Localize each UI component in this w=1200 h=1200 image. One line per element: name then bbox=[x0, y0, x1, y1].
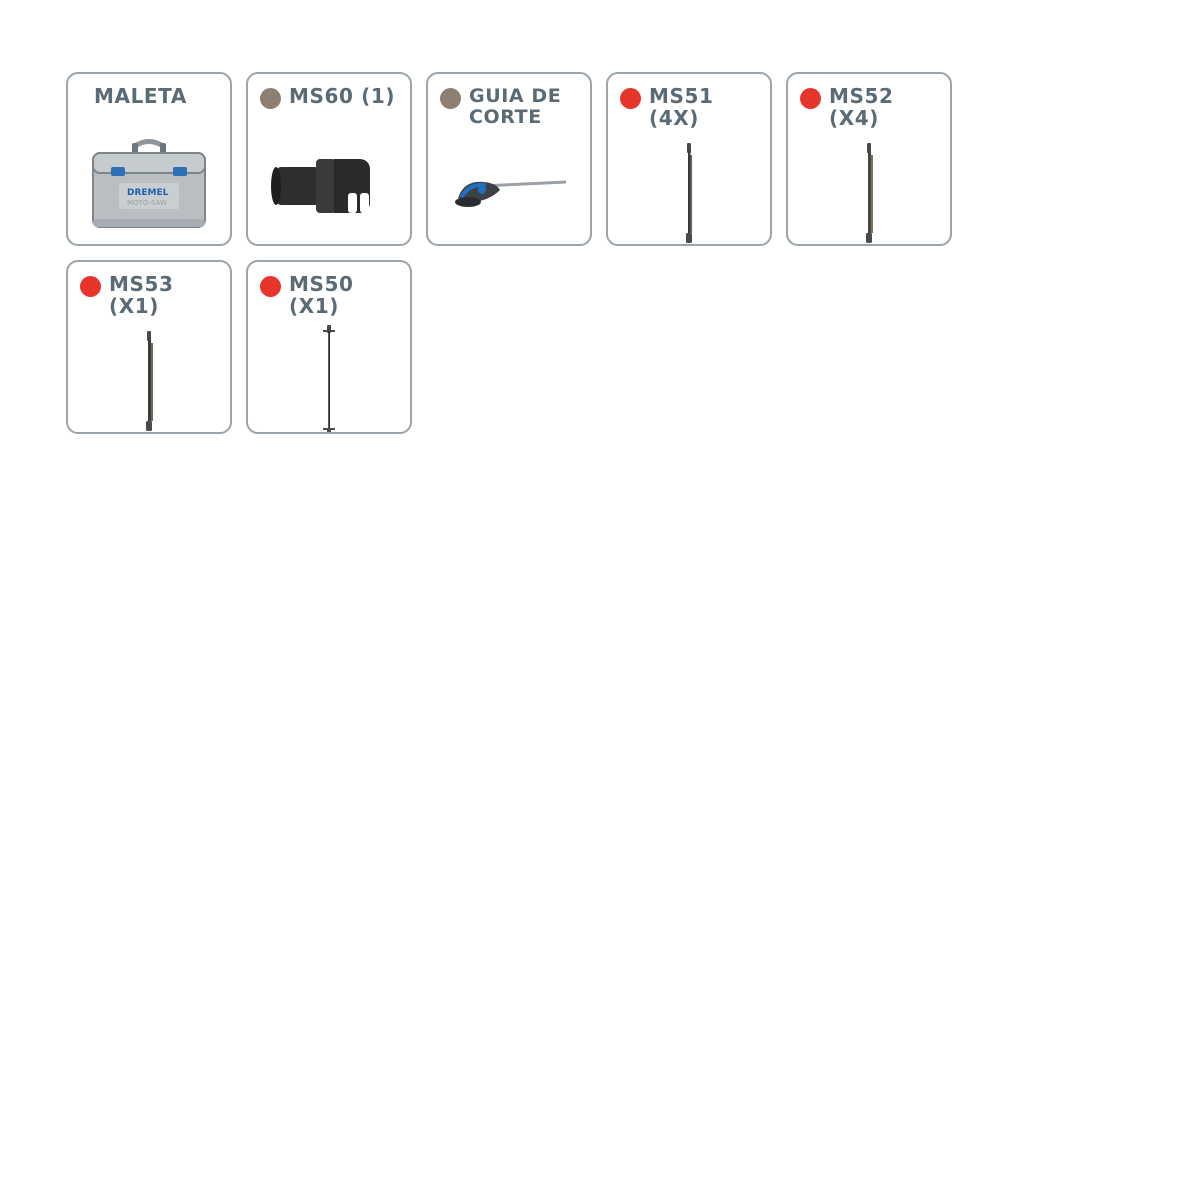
bullet-dot-red bbox=[800, 88, 821, 109]
card-ms60[interactable] bbox=[246, 72, 412, 246]
saw-blade-icon bbox=[608, 129, 770, 246]
saw-blade-icon bbox=[68, 317, 230, 434]
card-grid bbox=[66, 72, 1136, 448]
carry-case-icon bbox=[68, 120, 230, 246]
card-ms53[interactable] bbox=[66, 260, 232, 434]
card-maleta[interactable] bbox=[66, 72, 232, 246]
bullet-dot-red bbox=[80, 276, 101, 297]
card-ms52[interactable] bbox=[786, 72, 952, 246]
card-title: MS50 (X1) bbox=[289, 272, 354, 318]
bullet-dot-red bbox=[260, 276, 281, 297]
saw-attachment-icon bbox=[248, 120, 410, 246]
card-header bbox=[248, 74, 410, 120]
card-header bbox=[68, 262, 230, 317]
card-title: MS53 (X1) bbox=[109, 272, 174, 318]
bullet-dot-brown bbox=[260, 88, 281, 109]
card-header bbox=[428, 74, 590, 127]
card-header bbox=[788, 74, 950, 129]
saw-blade-icon bbox=[248, 317, 410, 434]
card-title: GUIA DE CORTE bbox=[469, 85, 562, 128]
card-title: MS51 (4X) bbox=[649, 84, 714, 130]
saw-blade-icon bbox=[788, 129, 950, 246]
card-header bbox=[608, 74, 770, 129]
card-ms50[interactable] bbox=[246, 260, 412, 434]
card-title: MS52 (X4) bbox=[829, 84, 894, 130]
svg-text:DREMEL: DREMEL bbox=[127, 188, 169, 198]
card-header bbox=[68, 74, 230, 120]
card-guia-de-corte[interactable] bbox=[426, 72, 592, 246]
cutting-guide-icon bbox=[428, 127, 590, 246]
svg-text:MOTO-SAW: MOTO-SAW bbox=[127, 199, 167, 207]
card-ms51[interactable] bbox=[606, 72, 772, 246]
bullet-dot-red bbox=[620, 88, 641, 109]
card-title: MALETA bbox=[94, 84, 187, 108]
card-title: MS60 (1) bbox=[289, 84, 396, 108]
bullet-dot-brown bbox=[440, 88, 461, 109]
card-header bbox=[248, 262, 410, 317]
